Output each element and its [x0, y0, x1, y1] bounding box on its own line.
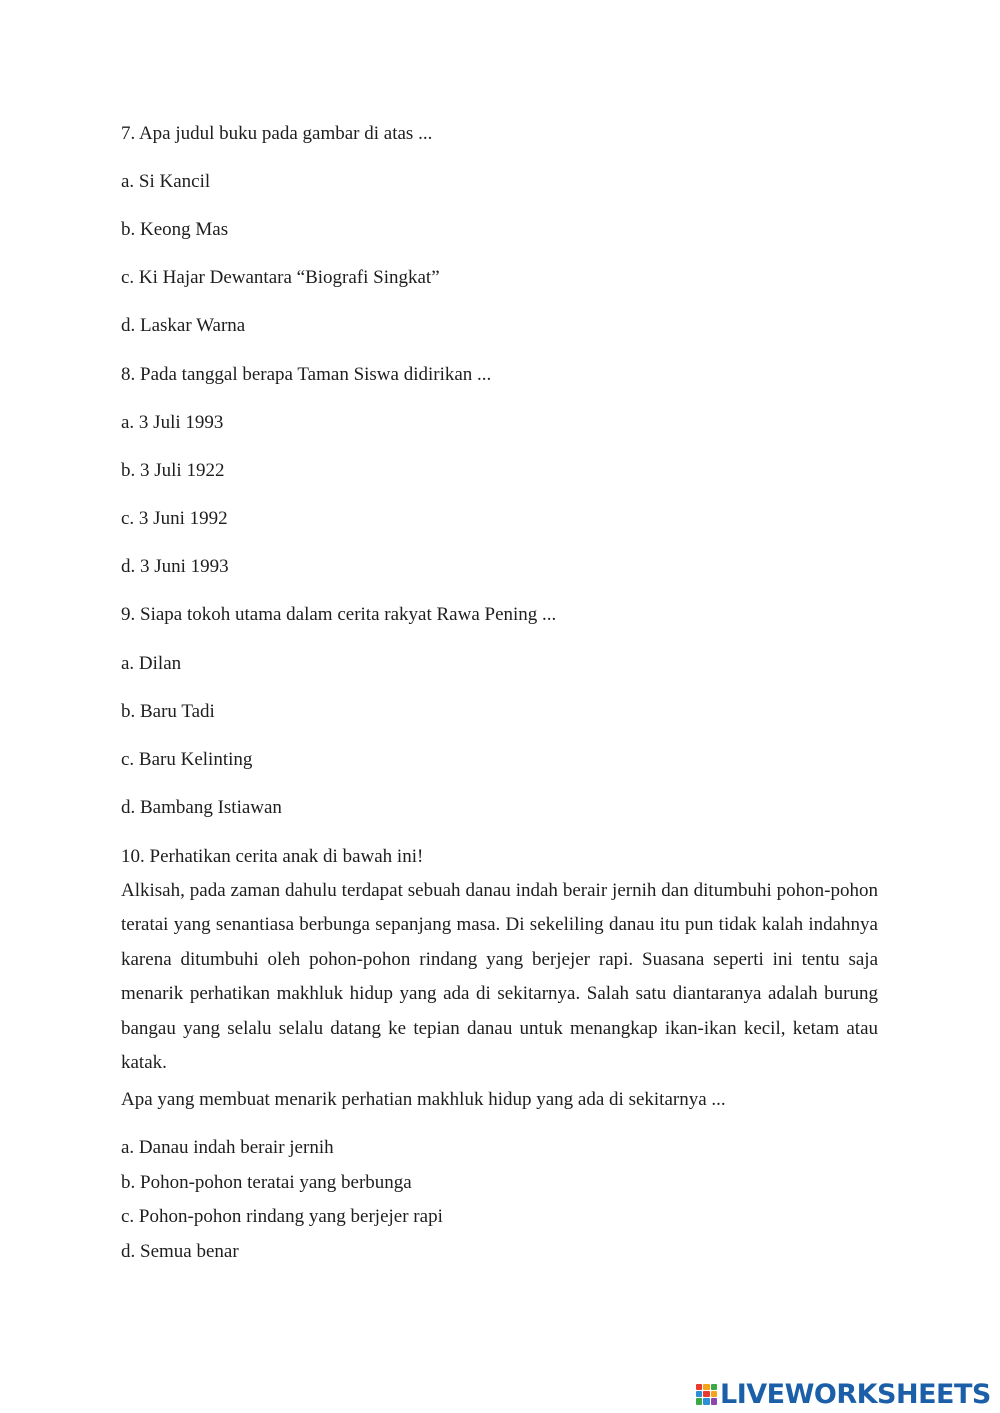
q10-option-b[interactable]: b. Pohon-pohon teratai yang berbunga [121, 1172, 412, 1193]
question-9: 9. Siapa tokoh utama dalam cerita rakyat Rawa Pening ... [121, 604, 557, 625]
story-paragraph [121, 874, 878, 1080]
question-8: 8. Pada tanggal berapa Taman Siswa didirikan ... [121, 364, 492, 385]
q9-option-b[interactable]: b. Baru Tadi [121, 701, 215, 722]
q10-option-d[interactable]: d. Semua benar [121, 1241, 239, 1262]
q7-option-a[interactable]: a. Si Kancil [121, 171, 211, 192]
q7-option-d[interactable]: d. Laskar Warna [121, 315, 246, 336]
logo-text: LIVEWORKSHEETS [720, 1378, 991, 1410]
q9-option-d[interactable]: d. Bambang Istiawan [121, 797, 282, 818]
q8-option-c[interactable]: c. 3 Juni 1992 [121, 508, 228, 529]
q10-option-c[interactable]: c. Pohon-pohon rindang yang berjejer rapi [121, 1206, 443, 1227]
q8-option-b[interactable]: b. 3 Juli 1922 [121, 460, 225, 481]
q8-option-a[interactable]: a. 3 Juli 1993 [121, 412, 224, 433]
question-10: 10. Perhatikan cerita anak di bawah ini! [121, 846, 424, 867]
story-text: Alkisah, pada zaman dahulu terdapat sebuah danau indah berair jernih dan ditumbuhi pohon-pohon teratai yang senantiasa berbunga sepanjang masa. Di sekeliling danau itu pun tidak kalah indahnya karena ditumbuhi oleh pohon-pohon rindang yang berjejer rapi. Suasana seperti ini tentu saja menarik perhatikan makhluk hidup yang ada di sekitarnya. Salah satu diantaranya adalah burung bangau yang selalu selalu datang ke tepian danau untuk menangkap ikan-ikan kecil, ketam atau katak. [121, 880, 878, 1074]
liveworksheets-logo[interactable] [696, 1378, 991, 1410]
q9-option-c[interactable]: c. Baru Kelinting [121, 749, 253, 770]
q10-prompt: Apa yang membuat menarik perhatian makhluk hidup yang ada di sekitarnya ... [121, 1089, 726, 1110]
q7-option-b[interactable]: b. Keong Mas [121, 219, 229, 240]
question-7: 7. Apa judul buku pada gambar di atas ... [121, 123, 433, 144]
q7-option-c[interactable]: c. Ki Hajar Dewantara “Biografi Singkat” [121, 267, 440, 288]
q10-option-a[interactable]: a. Danau indah berair jernih [121, 1137, 334, 1158]
liveworksheets-grid-icon [696, 1384, 717, 1405]
q9-option-a[interactable]: a. Dilan [121, 653, 182, 674]
q8-option-d[interactable]: d. 3 Juni 1993 [121, 556, 229, 577]
